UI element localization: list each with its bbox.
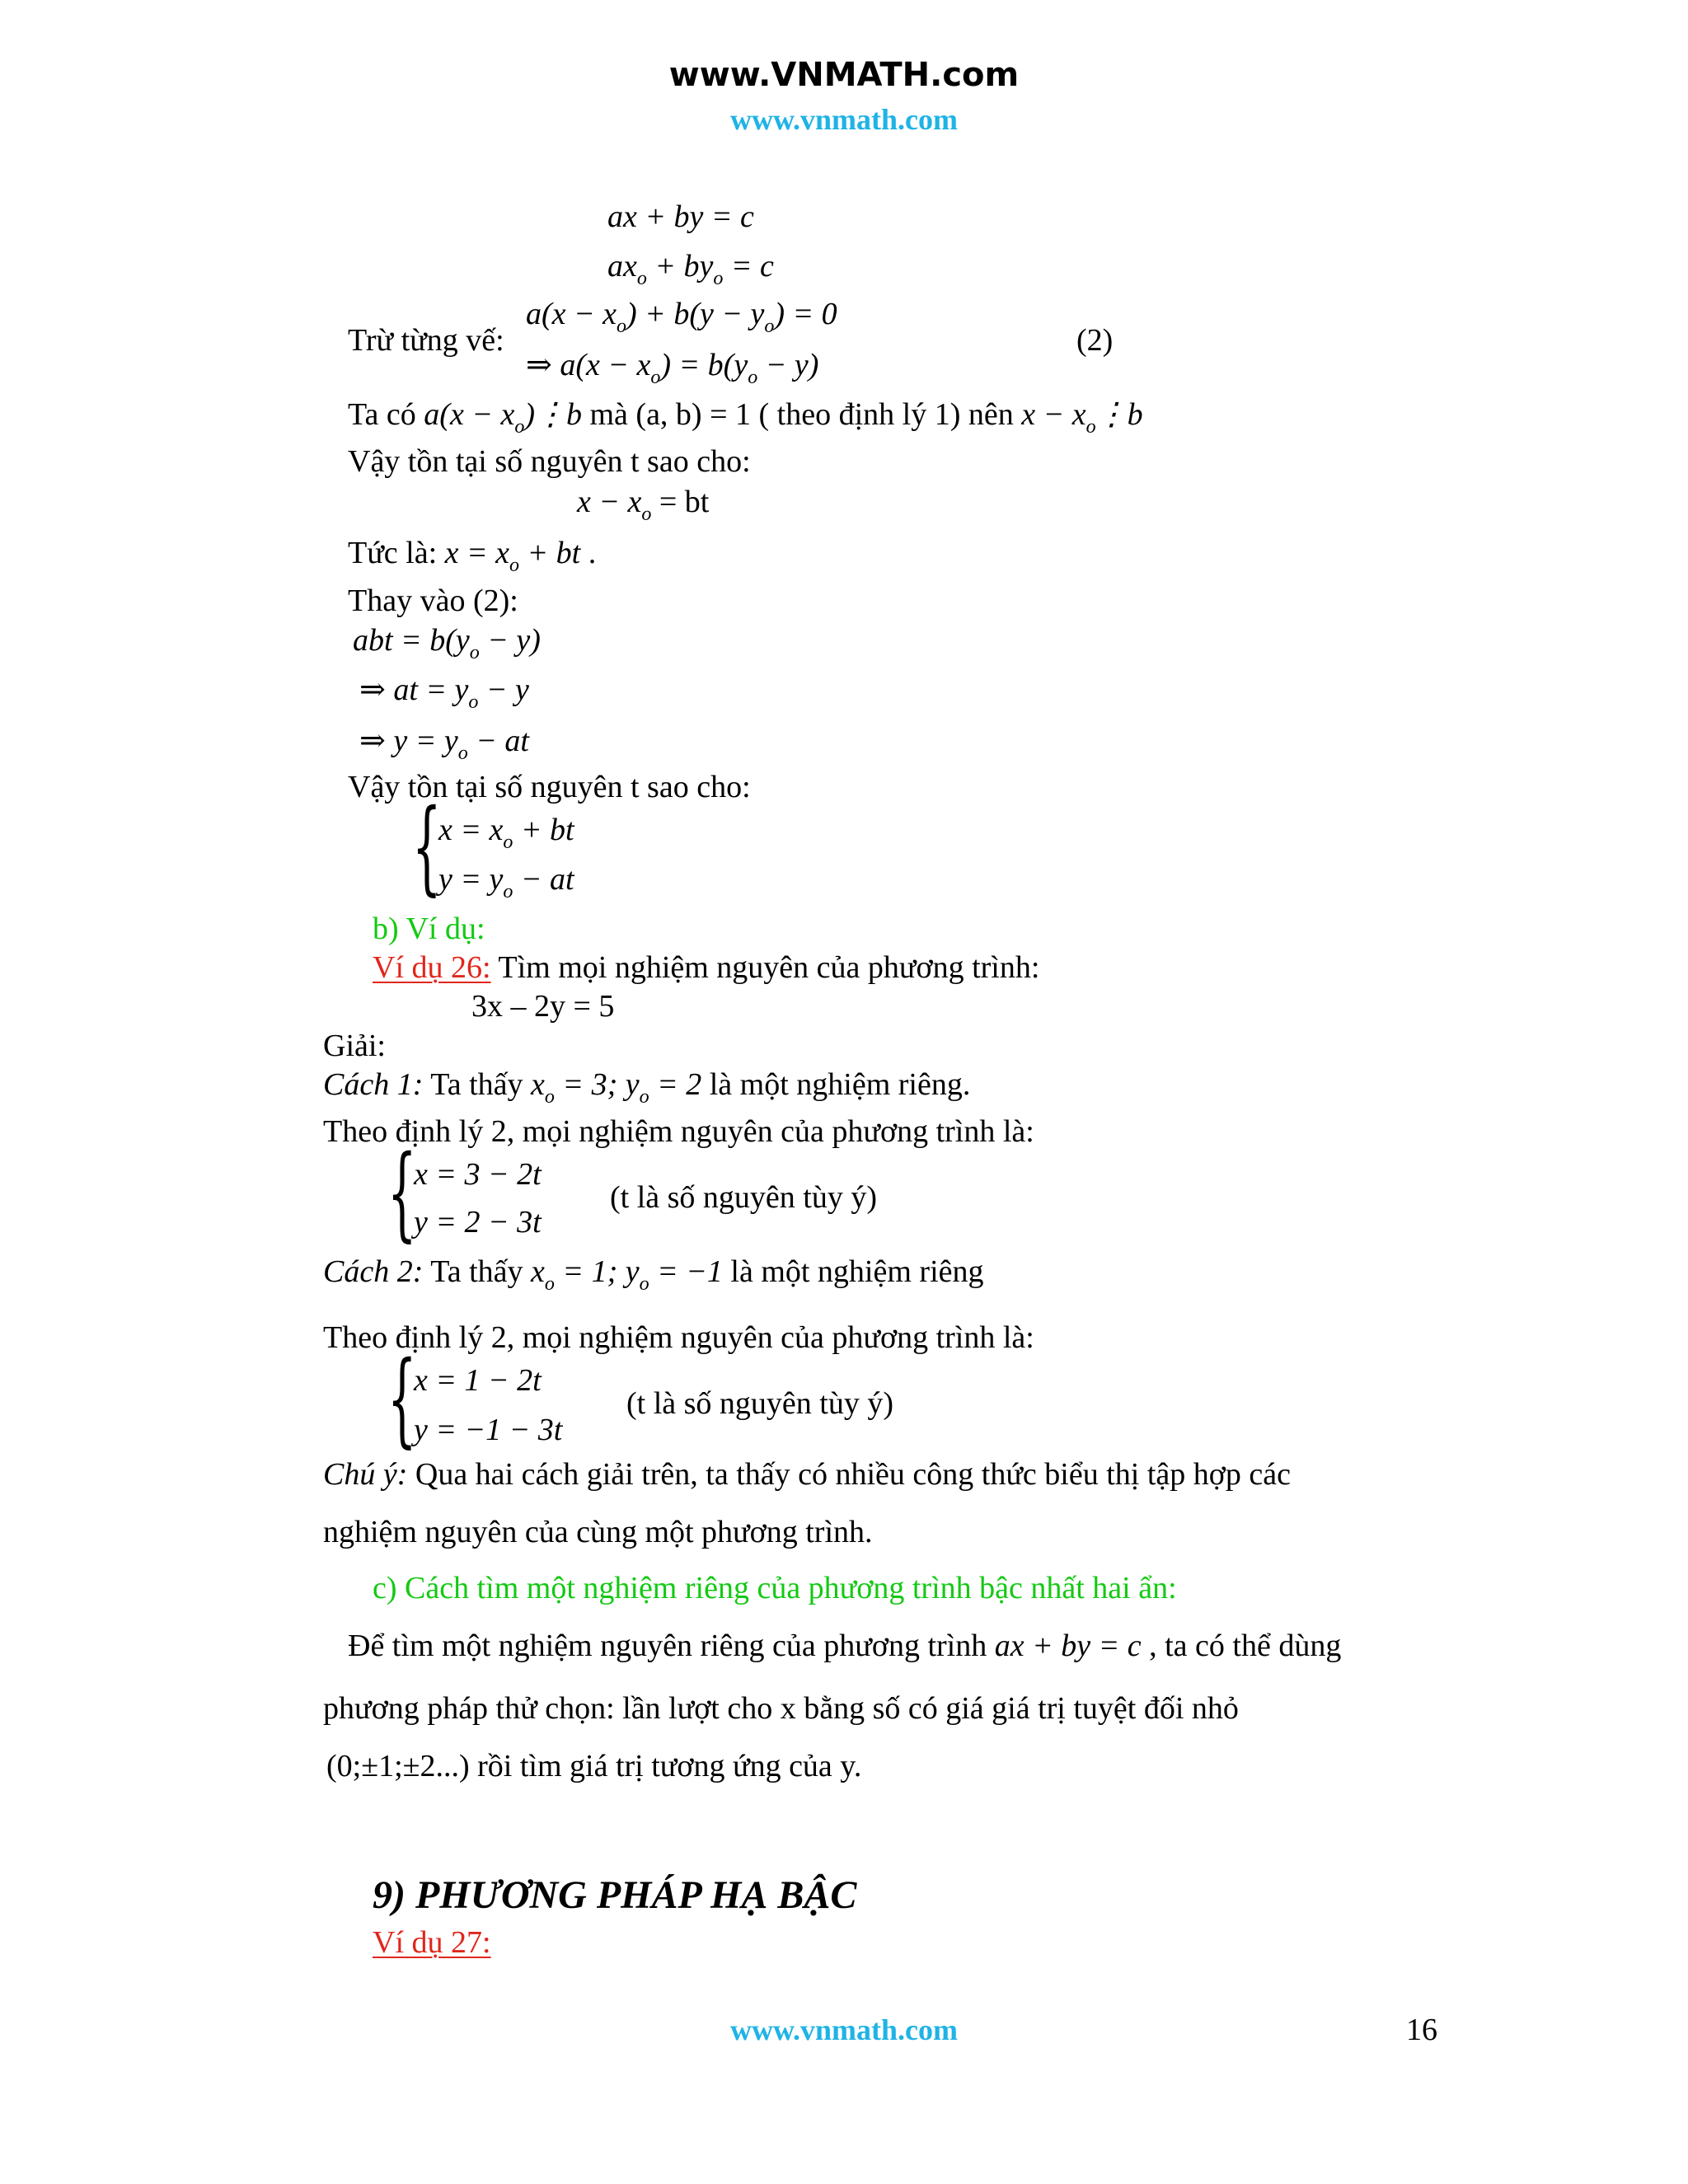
method-2-line: Cách 2: Ta thấy $x_o = 1$; $y_o = -1$ là một nghiệm riêng — [323, 1254, 984, 1295]
system-1-line-1: $x = x_o$ + bt — [438, 813, 574, 853]
trial-values-line: (0;±1;±2...) rồi tìm giá trị tương ứng của y. — [326, 1749, 862, 1783]
example-27-label: Ví dụ 27: — [373, 1925, 491, 1960]
note-line-1: Chú ý: Qua hai cách giải trên, ta thấy có nhiều công thức biểu thị tập hợp các — [323, 1457, 1291, 1492]
page-number: 16 — [1406, 2013, 1437, 2047]
find-solution-line: Để tìm một nghiệm nguyên riêng của phương trình ax + by = c , ta có thể dùng — [348, 1629, 1342, 1663]
site-title-bold: www.VNMATH.com — [668, 56, 1020, 94]
theorem-line-2: Theo định lý 2, mọi nghiệm nguyên của phương trình là: — [323, 1320, 1034, 1355]
system-brace-1: { — [412, 788, 442, 907]
site-link-header[interactable]: www.vnmath.com — [730, 103, 958, 136]
example-heading-b: b) Ví dụ: — [373, 912, 485, 946]
trial-method-line: phương pháp thử chọn: lần lượt cho x bằng số có giá giá trị tuyệt đối nhỏ — [323, 1691, 1239, 1726]
heading-c: c) Cách tìm một nghiệm riêng của phương trình bậc nhất hai ẩn: — [373, 1571, 1177, 1605]
substitute-line: Thay vào (2): — [348, 583, 518, 618]
section-title: 9) PHƯƠNG PHÁP HẠ BẬC — [373, 1873, 857, 1917]
footer-link[interactable]: www.vnmath.com — [730, 2013, 958, 2046]
method-1-x: x = 3 − 2t — [414, 1157, 542, 1192]
equation-number: (2) — [1076, 323, 1114, 358]
theorem-line-1: Theo định lý 2, mọi nghiệm nguyên của phương trình là: — [323, 1114, 1034, 1149]
tucla-line: Tức là: $x = x_o$ + bt . — [348, 536, 597, 576]
example-26-label: Ví dụ 26: — [373, 950, 491, 985]
at-line: ⇒ at = $y_o - y$ — [359, 673, 529, 713]
example-26-equation: 3x – 2y = 5 — [471, 989, 615, 1024]
taco-line: Ta có $a(x - x_o)⋮b$ mà (a, b) = 1 ( theo định lý 1) nên $x - x_o⋮b$ — [348, 397, 1143, 438]
equation-line-3: $a(x - x_o) + b(y - y_o) = 0$ — [526, 297, 837, 337]
note-line-2: nghiệm nguyên của cùng một phương trình. — [323, 1515, 873, 1549]
method-1-y: y = 2 − 3t — [414, 1205, 542, 1240]
x-minus-xo-line: $x - x_o$ = bt — [577, 485, 710, 525]
method-2-x: x = 1 − 2t — [414, 1363, 542, 1398]
abt-line: abt = $b(y_o - y)$ — [353, 623, 541, 663]
method-2-note: (t là số nguyên tùy ý) — [626, 1386, 894, 1421]
method-2-y: y = −1 − 3t — [414, 1413, 563, 1447]
system-brace-2: { — [387, 1134, 417, 1253]
method-1-line: Cách 1: Ta thấy $x_o = 3$; $y_o = 2$ là một nghiệm riêng. — [323, 1067, 971, 1108]
equation-line-4: ⇒ $a(x - x_o) = b(y_o - y)$ — [526, 348, 819, 388]
method-1-note: (t là số nguyên tùy ý) — [610, 1180, 878, 1215]
y-line: ⇒ $y = y_o$ − at — [359, 724, 529, 764]
exists-line-1: Vậy tồn tại số nguyên t sao cho: — [348, 444, 751, 479]
subtract-label: Trừ từng vế: — [348, 323, 504, 358]
system-brace-3: { — [387, 1340, 417, 1459]
system-1-line-2: $y = y_o$ − at — [438, 862, 574, 902]
exists-line-2: Vậy tồn tại số nguyên t sao cho: — [348, 770, 751, 804]
example-26-line: Ví dụ 26: Tìm mọi nghiệm nguyên của phương trình: — [373, 950, 1040, 985]
equation-line-2: $ax_o + by_o = c$ — [607, 249, 774, 289]
solution-label: Giải: — [323, 1029, 386, 1063]
equation-line-1: ax + by = c — [607, 199, 754, 234]
